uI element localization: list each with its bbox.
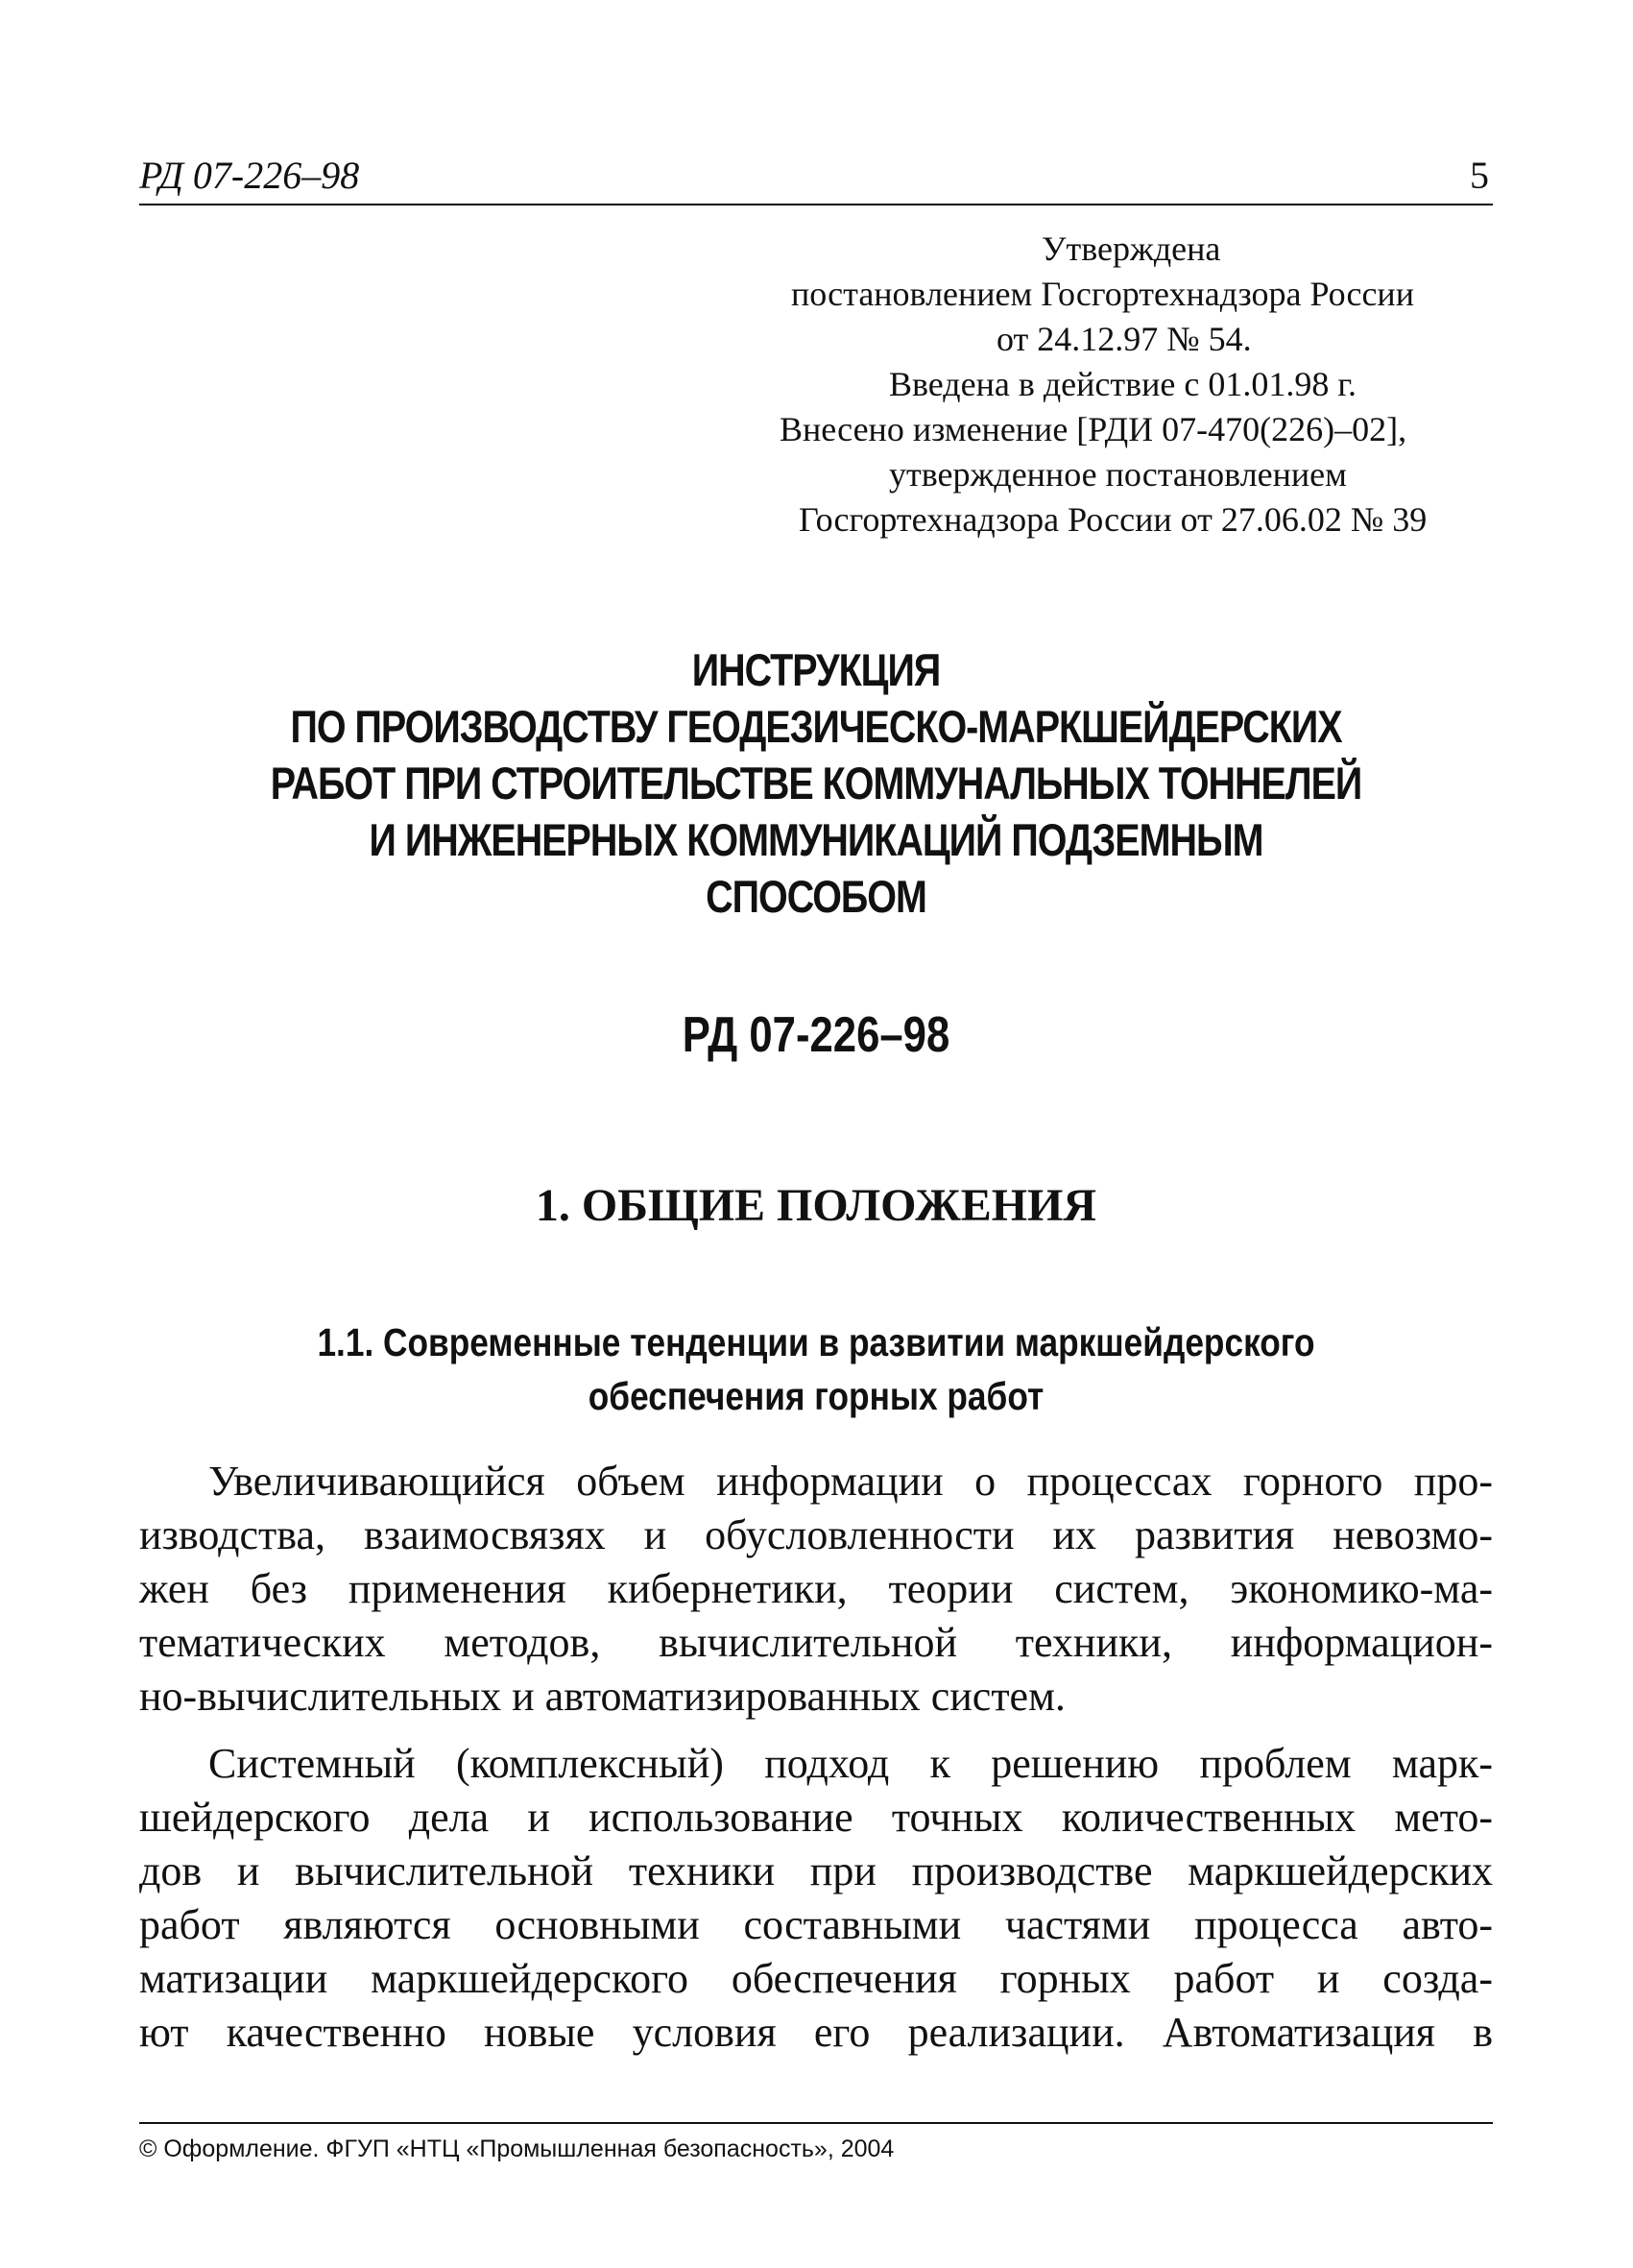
title-line: И ИНЖЕНЕРНЫХ КОММУНИКАЦИЙ ПОДЗЕМНЫМ	[369, 814, 1263, 865]
document-title	[252, 641, 1381, 925]
paragraph	[139, 1737, 1493, 2060]
text-line: изводства, взаимосвязях и обусловленности их развития невозмо-	[139, 1511, 1493, 1558]
text-line: дов и вычислительной техники при производстве маркшейдерских	[139, 1847, 1493, 1894]
running-header-code: РД 07-226–98	[139, 154, 360, 197]
text-line: но-вычислительных и автоматизированных систем.	[139, 1673, 1066, 1720]
title-line: СПОСОБОМ	[706, 871, 926, 922]
body-text	[139, 1455, 1493, 2073]
approval-line: утвержденное постановлением	[889, 455, 1347, 494]
document-code: РД 07-226–98	[682, 1007, 950, 1063]
paragraph	[139, 1455, 1493, 1724]
approval-line: Утверждена	[1042, 229, 1221, 268]
subsection-heading-line: 1.1. Современные тенденции в развитии маркшейдерского	[317, 1320, 1315, 1364]
copyright-footer: © Оформление. ФГУП «НТЦ «Промышленная безопасность», 2004	[139, 2122, 1493, 2164]
title-line: ПО ПРОИЗВОДСТВУ ГЕОДЕЗИЧЕСКО-МАРКШЕЙДЕРСКИХ	[290, 701, 1342, 752]
title-line: РАБОТ ПРИ СТРОИТЕЛЬСТВЕ КОММУНАЛЬНЫХ ТОННЕЛЕЙ	[270, 758, 1362, 808]
approval-line: Госгортехнадзора России от 27.06.02 № 39	[799, 500, 1428, 539]
approval-line: постановлением Госгортехнадзора России	[791, 275, 1414, 313]
text-line: жен без применения кибернетики, теории систем, экономико-ма-	[139, 1565, 1493, 1612]
approval-line: Внесено изменение [РДИ 07-470(226)–02],	[780, 410, 1407, 448]
text-line: шейдерского дела и использование точных количественных мето-	[139, 1794, 1493, 1841]
page-number: 5	[1470, 154, 1489, 197]
title-line: ИНСТРУКЦИЯ	[691, 644, 941, 695]
approval-line: от 24.12.97 № 54.	[997, 320, 1252, 358]
approval-block	[672, 227, 1536, 543]
running-header	[139, 152, 1493, 205]
text-line: Увеличивающийся объем информации о процессах горного про-	[208, 1458, 1493, 1505]
text-line: матизации маркшейдерского обеспечения горных работ и созда-	[139, 1955, 1493, 2002]
text-line: ют качественно новые условия его реализации. Автоматизация в	[139, 2009, 1493, 2056]
approval-line: Введена в действие с 01.01.98 г.	[889, 365, 1357, 403]
subsection-heading	[238, 1315, 1394, 1423]
text-line: Системный (комплексный) подход к решению проблем марк-	[208, 1740, 1493, 1787]
section-heading: 1. ОБЩИЕ ПОЛОЖЕНИЯ	[535, 1180, 1097, 1231]
text-line: тематических методов, вычислительной техники, информацион-	[139, 1619, 1493, 1666]
subsection-heading-line: обеспечения горных работ	[588, 1374, 1045, 1418]
text-line: работ являются основными составными частями процесса авто-	[139, 1901, 1493, 1948]
